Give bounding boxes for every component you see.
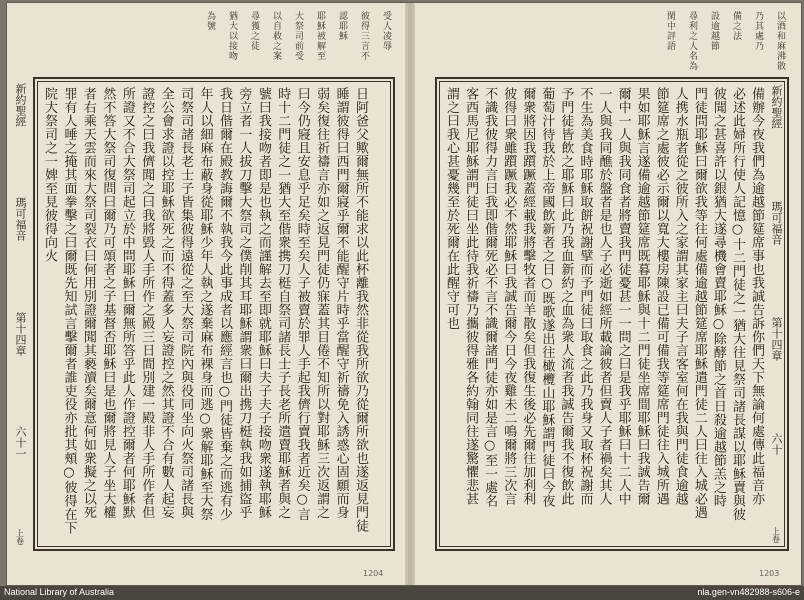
head-note: 以自救之案: [271, 11, 281, 61]
text-column: 葡萄汁待我於上帝國飲新者之日○既歌遂出往橄欖山耶穌謂門徒曰今夜: [539, 87, 555, 508]
head-note: 受人凌辱: [381, 11, 391, 51]
right-text-columns: [445, 87, 763, 541]
running-head-book: 瑪可福音: [14, 197, 27, 242]
right-page: [415, 3, 801, 585]
running-head-book: 瑪可福音: [770, 201, 783, 245]
running-head-chapter: 第十四章: [770, 317, 783, 361]
running-head-title: 新約聖經: [14, 83, 27, 127]
text-column: 一人與我同醮於盤者是也人子必逝如經所載論彼者但賣人子者禍矣其人: [596, 87, 612, 506]
text-column: 院大祭司之一婢至見彼得向火: [42, 87, 57, 263]
text-column: 謂之曰我心甚憂幾至於死爾在此醒守可也: [444, 87, 459, 330]
library-name: National Library of Australia: [4, 587, 115, 597]
text-column: 果如耶穌言遂備逾越節筵席既暮耶穌與十二門徒坐席間耶穌曰我誠告爾: [634, 87, 650, 506]
text-column: 予門徒皆飲之耶穌曰此乃我血新約之血為衆人流者我誠告爾我不復飲此: [558, 87, 574, 506]
text-column: 節筵席之處彼必示爾以寬大樓房陳設已備可備我等筵席門徒往入城所遇: [653, 87, 669, 506]
book-gutter: [405, 3, 415, 585]
text-column: 號曰我接吻者即是也執之而謹解去至即就耶穌曰夫子夫子接吻衆遂執耶穌: [255, 87, 271, 519]
head-note: 以酒和麻沸散: [775, 11, 785, 71]
archive-footer: [0, 586, 804, 600]
pencil-mark: 1204: [363, 569, 384, 578]
right-head-notes: [435, 11, 785, 75]
text-column: 時十二門徒之一猶大至偕衆携刀梃自祭司諸長士子長老所遣賣耶穌者與之: [275, 87, 291, 519]
head-note: 閑中評語: [665, 11, 675, 51]
text-column: 日阿爸父歟爾無所不能求以此杯離我然非從我所欲乃從爾所欲也遂返見門徒: [353, 87, 368, 533]
right-margin-running-head: [767, 85, 785, 543]
text-column: 然不答大祭司復問曰爾乃可頌者之子基督否耶穌曰是也爾將見人子坐大權: [100, 87, 116, 519]
text-column: 爾衆將因我躓蹶蓋經載我將擊牧者而羊散矣但我復生後必先爾往加利利: [520, 87, 536, 506]
text-column: 曰今仍寢且安息乎足矣時至矣人子被賣於罪人手起我儕行賣我者近矣○言: [294, 87, 310, 521]
text-column: 旁立者一人拔刀擊大祭司之僕削其耳耶穌謂衆曰爾出携刀梃執我如捕盜乎: [236, 87, 252, 519]
text-column: 罪有人唾之掩其面拳擊之曰爾既先知試言擊爾者誰吏役亦批其頰○彼得在下: [61, 87, 77, 535]
running-head-title: 新約聖經: [770, 85, 783, 129]
text-column: 所證又不合大祭司起立於中問耶穌曰爾無所答乎此人作證控爾者何耶穌默: [119, 87, 135, 519]
head-note: 乃其處乃: [753, 11, 763, 51]
head-note: 耶穌被解至: [315, 11, 325, 61]
right-text-frame: [435, 77, 789, 551]
signature: 上卷: [771, 527, 781, 543]
text-column: 司祭司諸長老士子皆集彼得遠從之至大祭司院內與役同坐向火祭司諸長與: [178, 87, 194, 519]
book-spread: [6, 2, 802, 586]
head-note: 尋利之人名為: [687, 11, 697, 71]
text-column: 弱矣復往祈禱言亦如之返見門徒仍寐蓋其目倦不知所以對耶穌三次返謂之: [314, 87, 330, 519]
text-column: 證控之曰我儕聞之曰我將毀人手所作之殿三日間別建一殿非人手所作者但: [139, 87, 155, 519]
text-column: 客西馬尼耶穌謂門徒曰坐此待我祈禱乃攜彼得雅各約翰同往遂驚懼悲甚: [463, 87, 479, 506]
head-note: 尋獲之徒: [249, 11, 259, 51]
head-note: 彼得三言不: [359, 11, 369, 61]
head-note: 大祭司前受: [293, 11, 303, 61]
text-column: 全公會求證以控耶穌欲死之而不得蓋多人妄證控之然其證不合有數人起妄: [158, 87, 174, 519]
text-column: 不識我彼得力言曰我即偕爾死必不言不識爾諸門徒亦如是言○至一處名: [482, 87, 498, 508]
text-column: 爾中一人與我同食者將賣我門徒憂甚一一問之曰是我乎耶穌曰十二人中: [615, 87, 631, 506]
left-head-notes: [33, 11, 391, 75]
folio: 六十: [770, 433, 783, 455]
text-column: 年人以細麻布蔽身從耶穌少年人執之遂棄麻布裸身而逃○衆解耶穌至大祭: [197, 87, 213, 521]
text-column: 我日偕爾在殿教誨爾不執我今此事成者以應經言也○門徒皆棄之而逃有少: [216, 87, 232, 521]
head-note: 認耶穌: [337, 11, 347, 41]
pencil-mark: 1203: [759, 569, 780, 578]
text-column: 門徒問耶穌曰爾欲我等往何處備逾越節筵席耶穌遣門徒二人曰往入城必遇: [691, 87, 707, 519]
text-column: 必述此婦所行使人記憶○十二門徒之一猶大往見祭司諸長謀以耶穌賣與彼: [729, 87, 745, 521]
head-note: 猶大以接吻: [227, 11, 237, 61]
text-column: 備辦今夜我們為逾越節筵席事也我誠告訴你們天下無論何處傳此福音亦: [749, 87, 764, 506]
left-page: [7, 3, 405, 585]
head-note: 設逾越節: [709, 11, 719, 51]
text-column: 睡謂彼得曰西門爾寢乎爾不能醒守片時乎當醒守祈禱免入誘惑心固願而身: [333, 87, 349, 519]
left-text-frame: [33, 77, 395, 551]
head-note: 為號: [205, 11, 215, 31]
head-note: 備之法: [731, 11, 741, 41]
text-column: 人携水瓶者從之彼所入之家謂其家主曰夫子言客室何在我與門徒食逾越: [672, 87, 688, 506]
text-column: 彼聞之甚喜許以銀猶大遂尋機會賣耶穌○除酵節之首日殺逾越節羔之時: [710, 87, 726, 508]
left-margin-running-head: [11, 83, 29, 545]
text-column: 不生為美食時耶穌取餅祝謝擘而予門徒曰取食之此乃我身又取杯祝謝而: [577, 87, 593, 506]
item-identifier: nla.gen-vn482988-s606-e: [697, 587, 800, 597]
text-column: 者右乘天雲而來大祭司裂衣曰何用別證爾聞其褻瀆矣爾意何如衆擬之以死: [80, 87, 96, 519]
text-column: 彼得曰衆雖躓蹶我必不然耶穌曰我誠告爾今日今夜雞未二鳴爾將三次言: [501, 87, 517, 506]
left-text-columns: [43, 87, 367, 541]
signature: 上卷: [15, 529, 25, 545]
running-head-chapter: 第十四章: [14, 311, 27, 356]
folio: 六十一: [14, 425, 27, 459]
